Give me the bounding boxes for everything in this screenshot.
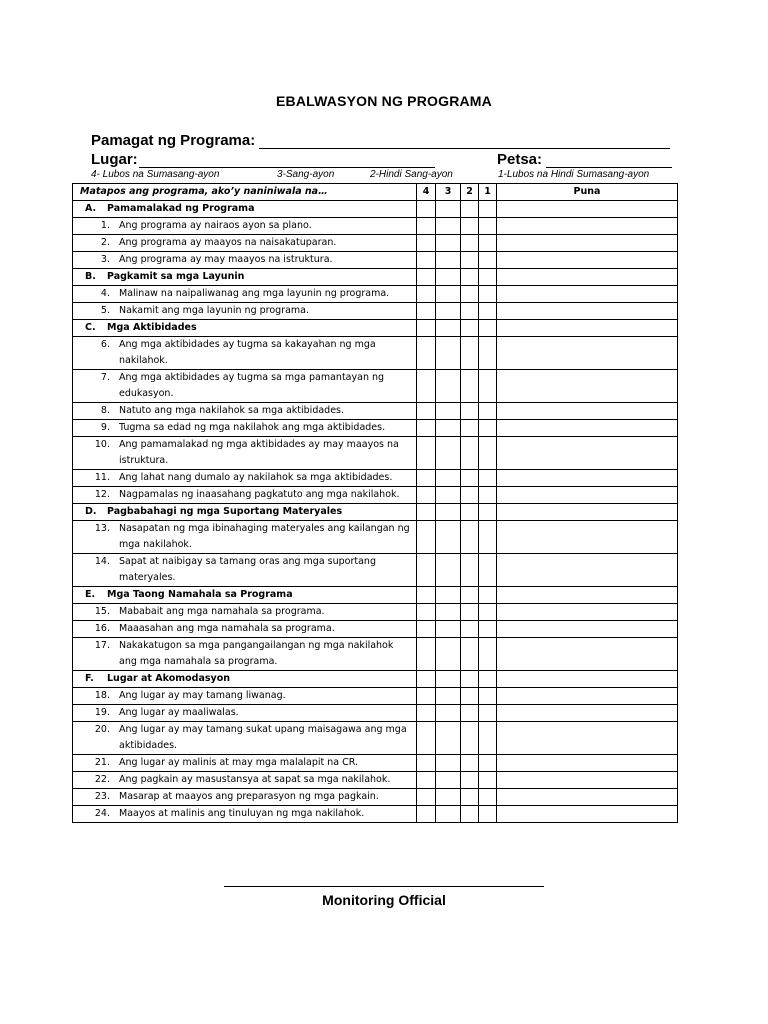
section-rating-cell bbox=[461, 320, 479, 337]
rating-3-cell[interactable] bbox=[436, 638, 461, 671]
rating-4-cell[interactable] bbox=[417, 755, 436, 772]
item-text: Maaasahan ang mga namahala sa programa. bbox=[119, 623, 335, 634]
rating-1-cell[interactable] bbox=[479, 705, 497, 722]
remarks-cell[interactable] bbox=[497, 420, 678, 437]
item-text: Ang lahat nang dumalo ay nakilahok sa mga aktibidades. bbox=[119, 472, 393, 483]
section-title-cell bbox=[73, 320, 417, 337]
section-letter: E. bbox=[85, 589, 96, 600]
place-label: Lugar: bbox=[91, 151, 138, 168]
section-title: Pamamalakad ng Programa bbox=[107, 203, 255, 214]
section-remarks-cell bbox=[497, 269, 678, 286]
item-statement-cell bbox=[73, 604, 417, 621]
section-rating-cell bbox=[461, 201, 479, 218]
rating-2-cell[interactable] bbox=[461, 806, 479, 823]
rating-2-cell[interactable] bbox=[461, 604, 479, 621]
remarks-cell[interactable] bbox=[497, 337, 678, 370]
item-text: Natuto ang mga nakilahok sa mga aktibidades. bbox=[119, 405, 345, 416]
section-rating-cell bbox=[461, 587, 479, 604]
item-statement-cell bbox=[73, 370, 417, 403]
rating-header-3: 3 bbox=[436, 184, 461, 201]
section-row bbox=[73, 671, 678, 688]
remarks-cell[interactable] bbox=[497, 218, 678, 235]
item-row bbox=[73, 286, 678, 303]
item-statement-cell bbox=[73, 420, 417, 437]
item-statement-cell bbox=[73, 337, 417, 370]
item-number: 1. bbox=[100, 220, 110, 231]
section-row bbox=[73, 269, 678, 286]
remarks-cell[interactable] bbox=[497, 403, 678, 420]
section-rating-cell bbox=[436, 269, 461, 286]
item-number: 13. bbox=[94, 523, 110, 534]
remarks-cell[interactable] bbox=[497, 621, 678, 638]
item-text: Maayos at malinis ang tinuluyan ng mga nakilahok. bbox=[119, 808, 365, 819]
rating-4-cell[interactable] bbox=[417, 554, 436, 587]
item-statement-cell bbox=[73, 806, 417, 823]
section-title: Pagkamit sa mga Layunin bbox=[107, 271, 245, 282]
rating-3-cell[interactable] bbox=[436, 554, 461, 587]
section-rating-cell bbox=[479, 201, 497, 218]
item-text: Malinaw na naipaliwanag ang mga layunin ng programa. bbox=[119, 288, 390, 299]
rating-3-cell[interactable] bbox=[436, 286, 461, 303]
rating-1-cell[interactable] bbox=[479, 303, 497, 320]
rating-4-cell[interactable] bbox=[417, 688, 436, 705]
item-number: 14. bbox=[94, 556, 110, 567]
rating-2-cell[interactable] bbox=[461, 521, 479, 554]
section-title: Pagbabahagi ng mga Suportang Materyales bbox=[107, 506, 343, 517]
rating-1-cell[interactable] bbox=[479, 420, 497, 437]
item-row bbox=[73, 789, 678, 806]
item-row bbox=[73, 604, 678, 621]
rating-3-cell[interactable] bbox=[436, 621, 461, 638]
rating-3-cell[interactable] bbox=[436, 789, 461, 806]
rating-4-cell[interactable] bbox=[417, 772, 436, 789]
rating-4-cell[interactable] bbox=[417, 370, 436, 403]
rating-1-cell[interactable] bbox=[479, 487, 497, 504]
item-statement-cell bbox=[73, 705, 417, 722]
rating-2-cell[interactable] bbox=[461, 688, 479, 705]
remarks-cell[interactable] bbox=[497, 303, 678, 320]
rating-3-cell[interactable] bbox=[436, 403, 461, 420]
rating-2-cell[interactable] bbox=[461, 420, 479, 437]
item-statement-cell bbox=[73, 521, 417, 554]
item-number: 10. bbox=[94, 439, 110, 450]
rating-2-cell[interactable] bbox=[461, 638, 479, 671]
rating-4-cell[interactable] bbox=[417, 303, 436, 320]
item-row bbox=[73, 755, 678, 772]
rating-4-cell[interactable] bbox=[417, 789, 436, 806]
rating-1-cell[interactable] bbox=[479, 370, 497, 403]
item-row bbox=[73, 470, 678, 487]
rating-4-cell[interactable] bbox=[417, 806, 436, 823]
item-text: Ang programa ay nairaos ayon sa plano. bbox=[119, 220, 312, 231]
rating-4-cell[interactable] bbox=[417, 722, 436, 755]
remarks-cell[interactable] bbox=[497, 638, 678, 671]
rating-3-cell[interactable] bbox=[436, 705, 461, 722]
section-rating-cell bbox=[461, 504, 479, 521]
section-letter: C. bbox=[85, 322, 96, 333]
rating-2-cell[interactable] bbox=[461, 337, 479, 370]
section-remarks-cell bbox=[497, 201, 678, 218]
item-number: 21. bbox=[94, 757, 110, 768]
rating-4-cell[interactable] bbox=[417, 420, 436, 437]
section-letter: F. bbox=[85, 673, 94, 684]
item-text: Ang mga aktibidades ay tugma sa mga pamantayan ng edukasyon. bbox=[119, 372, 385, 399]
rating-2-cell[interactable] bbox=[461, 789, 479, 806]
rating-2-cell[interactable] bbox=[461, 487, 479, 504]
rating-1-cell[interactable] bbox=[479, 286, 497, 303]
rating-1-cell[interactable] bbox=[479, 789, 497, 806]
item-row bbox=[73, 337, 678, 370]
section-rating-cell bbox=[436, 201, 461, 218]
rating-1-cell[interactable] bbox=[479, 218, 497, 235]
rating-3-cell[interactable] bbox=[436, 337, 461, 370]
rating-3-cell[interactable] bbox=[436, 604, 461, 621]
remarks-cell[interactable] bbox=[497, 554, 678, 587]
remarks-header: Puna bbox=[497, 184, 678, 201]
item-number: 2. bbox=[100, 237, 110, 248]
rating-2-cell[interactable] bbox=[461, 755, 479, 772]
item-statement-cell bbox=[73, 218, 417, 235]
rating-4-cell[interactable] bbox=[417, 235, 436, 252]
rating-header-1: 1 bbox=[479, 184, 497, 201]
item-row bbox=[73, 772, 678, 789]
section-rating-cell bbox=[436, 587, 461, 604]
section-rating-cell bbox=[436, 671, 461, 688]
place-field[interactable] bbox=[139, 167, 435, 168]
rating-4-cell[interactable] bbox=[417, 487, 436, 504]
rating-1-cell[interactable] bbox=[479, 604, 497, 621]
item-statement-cell bbox=[73, 252, 417, 269]
section-rating-cell bbox=[479, 504, 497, 521]
rating-4-cell[interactable] bbox=[417, 252, 436, 269]
signature-label: Monitoring Official bbox=[322, 892, 446, 908]
rating-3-cell[interactable] bbox=[436, 420, 461, 437]
rating-3-cell[interactable] bbox=[436, 470, 461, 487]
section-letter: A. bbox=[85, 203, 97, 214]
item-row bbox=[73, 252, 678, 269]
item-row bbox=[73, 705, 678, 722]
section-title: Lugar at Akomodasyon bbox=[107, 673, 230, 684]
rating-4-cell[interactable] bbox=[417, 403, 436, 420]
item-number: 20. bbox=[94, 724, 110, 735]
remarks-cell[interactable] bbox=[497, 806, 678, 823]
item-number: 9. bbox=[100, 422, 110, 433]
rating-2-cell[interactable] bbox=[461, 772, 479, 789]
item-row bbox=[73, 688, 678, 705]
program-title-field[interactable] bbox=[259, 148, 670, 149]
item-statement-cell bbox=[73, 755, 417, 772]
item-text: Ang mga aktibidades ay tugma sa kakayahan ng mga nakilahok. bbox=[119, 339, 376, 366]
evaluation-table bbox=[72, 183, 678, 823]
rating-2-cell[interactable] bbox=[461, 470, 479, 487]
rating-1-cell[interactable] bbox=[479, 521, 497, 554]
item-text: Ang lugar ay maaliwalas. bbox=[119, 707, 239, 718]
rating-4-cell[interactable] bbox=[417, 621, 436, 638]
rating-4-cell[interactable] bbox=[417, 286, 436, 303]
section-rating-cell bbox=[436, 504, 461, 521]
section-rating-cell bbox=[479, 587, 497, 604]
item-statement-cell bbox=[73, 303, 417, 320]
section-rating-cell bbox=[479, 320, 497, 337]
rating-4-cell[interactable] bbox=[417, 638, 436, 671]
rating-3-cell[interactable] bbox=[436, 437, 461, 470]
item-row bbox=[73, 621, 678, 638]
item-row bbox=[73, 554, 678, 587]
rating-2-cell[interactable] bbox=[461, 722, 479, 755]
rating-3-cell[interactable] bbox=[436, 755, 461, 772]
item-statement-cell bbox=[73, 772, 417, 789]
section-rating-cell bbox=[417, 504, 436, 521]
item-number: 24. bbox=[94, 808, 110, 819]
item-row bbox=[73, 370, 678, 403]
remarks-cell[interactable] bbox=[497, 521, 678, 554]
rating-header-4: 4 bbox=[417, 184, 436, 201]
item-number: 17. bbox=[94, 640, 110, 651]
scale-2: 2-Hindi Sang-ayon bbox=[370, 169, 453, 180]
section-row bbox=[73, 587, 678, 604]
item-statement-cell bbox=[73, 621, 417, 638]
section-row bbox=[73, 320, 678, 337]
rating-2-cell[interactable] bbox=[461, 286, 479, 303]
rating-1-cell[interactable] bbox=[479, 437, 497, 470]
item-number: 12. bbox=[94, 489, 110, 500]
item-statement-cell bbox=[73, 789, 417, 806]
rating-3-cell[interactable] bbox=[436, 806, 461, 823]
section-title: Mga Taong Namahala sa Programa bbox=[107, 589, 293, 600]
remarks-cell[interactable] bbox=[497, 487, 678, 504]
rating-1-cell[interactable] bbox=[479, 403, 497, 420]
item-text: Ang lugar ay may tamang sukat upang maisagawa ang mga aktibidades. bbox=[119, 724, 407, 751]
item-number: 19. bbox=[94, 707, 110, 718]
item-number: 22. bbox=[94, 774, 110, 785]
item-row bbox=[73, 218, 678, 235]
section-title-cell bbox=[73, 504, 417, 521]
section-letter: B. bbox=[85, 271, 96, 282]
section-rating-cell bbox=[461, 671, 479, 688]
rating-2-cell[interactable] bbox=[461, 705, 479, 722]
item-row bbox=[73, 487, 678, 504]
rating-2-cell[interactable] bbox=[461, 235, 479, 252]
rating-3-cell[interactable] bbox=[436, 303, 461, 320]
section-title-cell bbox=[73, 587, 417, 604]
rating-2-cell[interactable] bbox=[461, 621, 479, 638]
remarks-cell[interactable] bbox=[497, 470, 678, 487]
rating-1-cell[interactable] bbox=[479, 252, 497, 269]
section-rating-cell bbox=[417, 201, 436, 218]
item-text: Tugma sa edad ng mga nakilahok ang mga aktibidades. bbox=[119, 422, 386, 433]
scale-4: 4- Lubos na Sumasang-ayon bbox=[91, 169, 220, 180]
item-number: 5. bbox=[100, 305, 110, 316]
date-field[interactable] bbox=[546, 167, 672, 168]
rating-1-cell[interactable] bbox=[479, 722, 497, 755]
section-rating-cell bbox=[417, 269, 436, 286]
item-statement-cell bbox=[73, 554, 417, 587]
section-rating-cell bbox=[436, 320, 461, 337]
rating-4-cell[interactable] bbox=[417, 705, 436, 722]
rating-1-cell[interactable] bbox=[479, 554, 497, 587]
section-remarks-cell bbox=[497, 587, 678, 604]
section-rating-cell bbox=[461, 269, 479, 286]
statement-header: Matapos ang programa, ako’y naniniwala na… bbox=[73, 184, 417, 201]
item-text: Ang lugar ay malinis at may mga malalapit na CR. bbox=[119, 757, 359, 768]
rating-3-cell[interactable] bbox=[436, 252, 461, 269]
rating-2-cell[interactable] bbox=[461, 403, 479, 420]
rating-4-cell[interactable] bbox=[417, 521, 436, 554]
item-row bbox=[73, 638, 678, 671]
program-title-label: Pamagat ng Programa: bbox=[91, 132, 256, 149]
item-row bbox=[73, 521, 678, 554]
scale-1: 1-Lubos na Hindi Sumasang-ayon bbox=[498, 169, 650, 180]
item-row bbox=[73, 420, 678, 437]
remarks-cell[interactable] bbox=[497, 235, 678, 252]
remarks-cell[interactable] bbox=[497, 789, 678, 806]
rating-4-cell[interactable] bbox=[417, 337, 436, 370]
item-number: 16. bbox=[94, 623, 110, 634]
item-statement-cell bbox=[73, 722, 417, 755]
rating-4-cell[interactable] bbox=[417, 437, 436, 470]
item-statement-cell bbox=[73, 688, 417, 705]
remarks-cell[interactable] bbox=[497, 604, 678, 621]
section-rating-cell bbox=[479, 269, 497, 286]
section-rating-cell bbox=[417, 587, 436, 604]
form-title: EBALWASYON NG PROGRAMA bbox=[276, 93, 492, 109]
remarks-cell[interactable] bbox=[497, 437, 678, 470]
item-text: Ang pamamalakad ng mga aktibidades ay may maayos na istruktura. bbox=[119, 439, 399, 466]
rating-4-cell[interactable] bbox=[417, 470, 436, 487]
section-rating-cell bbox=[479, 671, 497, 688]
remarks-cell[interactable] bbox=[497, 252, 678, 269]
rating-3-cell[interactable] bbox=[436, 235, 461, 252]
remarks-cell[interactable] bbox=[497, 370, 678, 403]
item-text: Ang lugar ay may tamang liwanag. bbox=[119, 690, 286, 701]
item-number: 15. bbox=[94, 606, 110, 617]
item-number: 18. bbox=[94, 690, 110, 701]
item-row bbox=[73, 806, 678, 823]
date-label: Petsa: bbox=[497, 151, 543, 168]
item-row bbox=[73, 303, 678, 320]
item-statement-cell bbox=[73, 235, 417, 252]
item-text: Nakakatugon sa mga pangangailangan ng mga nakilahok ang mga namahala sa programa. bbox=[119, 640, 394, 667]
section-rating-cell bbox=[417, 671, 436, 688]
section-title-cell bbox=[73, 269, 417, 286]
scale-3: 3-Sang-ayon bbox=[277, 169, 335, 180]
item-row bbox=[73, 437, 678, 470]
section-title-cell bbox=[73, 201, 417, 218]
rating-4-cell[interactable] bbox=[417, 604, 436, 621]
rating-1-cell[interactable] bbox=[479, 755, 497, 772]
rating-2-cell[interactable] bbox=[461, 252, 479, 269]
rating-3-cell[interactable] bbox=[436, 722, 461, 755]
section-letter: D. bbox=[85, 506, 97, 517]
item-number: 6. bbox=[100, 339, 110, 350]
section-remarks-cell bbox=[497, 504, 678, 521]
rating-1-cell[interactable] bbox=[479, 806, 497, 823]
remarks-cell[interactable] bbox=[497, 755, 678, 772]
remarks-cell[interactable] bbox=[497, 722, 678, 755]
item-text: Ang programa ay maayos na naisakatuparan. bbox=[119, 237, 337, 248]
item-number: 8. bbox=[100, 405, 110, 416]
item-row bbox=[73, 722, 678, 755]
item-number: 7. bbox=[100, 372, 110, 383]
rating-2-cell[interactable] bbox=[461, 218, 479, 235]
item-text: Sapat at naibigay sa tamang oras ang mga suportang materyales. bbox=[119, 556, 376, 583]
rating-1-cell[interactable] bbox=[479, 621, 497, 638]
rating-2-cell[interactable] bbox=[461, 303, 479, 320]
section-row bbox=[73, 201, 678, 218]
rating-1-cell[interactable] bbox=[479, 638, 497, 671]
item-row bbox=[73, 403, 678, 420]
rating-header-2: 2 bbox=[461, 184, 479, 201]
remarks-cell[interactable] bbox=[497, 688, 678, 705]
section-remarks-cell bbox=[497, 671, 678, 688]
item-text: Nagpamalas ng inaasahang pagkatuto ang mga nakilahok. bbox=[119, 489, 400, 500]
rating-3-cell[interactable] bbox=[436, 521, 461, 554]
item-statement-cell bbox=[73, 470, 417, 487]
section-rating-cell bbox=[417, 320, 436, 337]
remarks-cell[interactable] bbox=[497, 705, 678, 722]
item-number: 4. bbox=[100, 288, 110, 299]
item-statement-cell bbox=[73, 286, 417, 303]
remarks-cell[interactable] bbox=[497, 286, 678, 303]
rating-1-cell[interactable] bbox=[479, 688, 497, 705]
rating-3-cell[interactable] bbox=[436, 772, 461, 789]
rating-4-cell[interactable] bbox=[417, 218, 436, 235]
item-number: 11. bbox=[94, 472, 110, 483]
item-statement-cell bbox=[73, 638, 417, 671]
item-text: Ang programa ay may maayos na istruktura. bbox=[119, 254, 333, 265]
table-header-row bbox=[73, 184, 678, 201]
item-number: 3. bbox=[100, 254, 110, 265]
section-title: Mga Aktibidades bbox=[107, 322, 197, 333]
section-title-cell bbox=[73, 671, 417, 688]
item-statement-cell bbox=[73, 487, 417, 504]
item-text: Ang pagkain ay masustansya at sapat sa mga nakilahok. bbox=[119, 774, 391, 785]
section-row bbox=[73, 504, 678, 521]
rating-1-cell[interactable] bbox=[479, 470, 497, 487]
rating-3-cell[interactable] bbox=[436, 370, 461, 403]
item-statement-cell bbox=[73, 403, 417, 420]
remarks-cell[interactable] bbox=[497, 772, 678, 789]
section-remarks-cell bbox=[497, 320, 678, 337]
item-text: Nasapatan ng mga ibinahaging materyales ang kailangan ng mga nakilahok. bbox=[119, 523, 410, 550]
signature-line[interactable] bbox=[224, 886, 544, 887]
rating-3-cell[interactable] bbox=[436, 218, 461, 235]
item-text: Nakamit ang mga layunin ng programa. bbox=[119, 305, 310, 316]
rating-1-cell[interactable] bbox=[479, 235, 497, 252]
rating-1-cell[interactable] bbox=[479, 337, 497, 370]
rating-2-cell[interactable] bbox=[461, 554, 479, 587]
rating-3-cell[interactable] bbox=[436, 688, 461, 705]
rating-2-cell[interactable] bbox=[461, 437, 479, 470]
item-statement-cell bbox=[73, 437, 417, 470]
rating-2-cell[interactable] bbox=[461, 370, 479, 403]
item-number: 23. bbox=[94, 791, 110, 802]
item-text: Mababait ang mga namahala sa programa. bbox=[119, 606, 325, 617]
rating-3-cell[interactable] bbox=[436, 487, 461, 504]
rating-1-cell[interactable] bbox=[479, 772, 497, 789]
item-row bbox=[73, 235, 678, 252]
item-text: Masarap at maayos ang preparasyon ng mga pagkain. bbox=[119, 791, 379, 802]
